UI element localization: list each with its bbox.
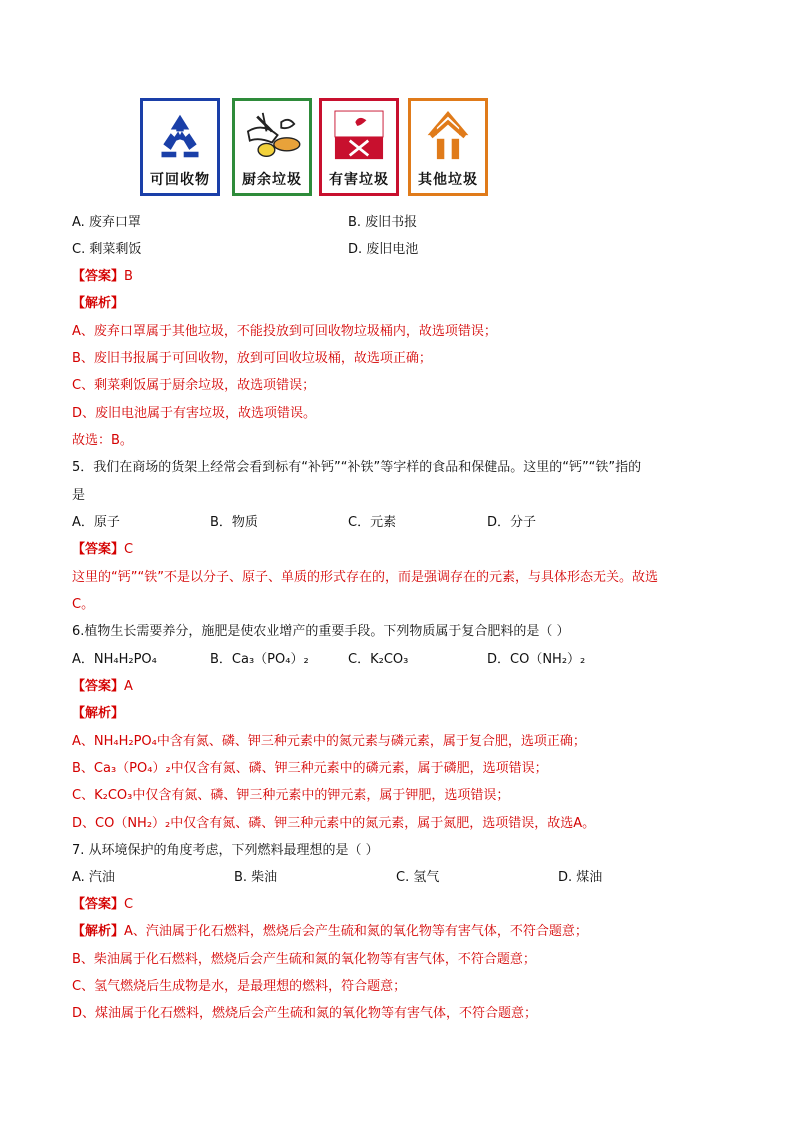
answer-value: B <box>124 269 133 284</box>
other-waste-bin <box>408 98 488 196</box>
q4-analysis-line: B、废旧书报属于可回收物，放到可回收垃圾桶，故选项正确； <box>72 351 432 366</box>
answer-tag: 【答案】 <box>72 542 125 557</box>
q6-option-a: A．NH₄H₂PO₄ <box>72 652 157 667</box>
q5-explanation: 这里的“钙”“铁”不是以分子、原子、单质的形式存在的，而是强调存在的元素，与具体形态无关。故选 <box>72 570 658 585</box>
answer-tag: 【答案】 <box>72 897 125 912</box>
recyclable-bin <box>140 98 220 196</box>
q5-answer <box>72 538 133 557</box>
q5-option-c: C．元素 <box>348 515 397 530</box>
q4-analysis-line: A、废弃口罩属于其他垃圾，不能投放到可回收物垃圾桶内，故选项错误； <box>72 324 497 339</box>
hazard-icon <box>322 101 396 171</box>
q7-analysis-line: D、煤油属于化石燃料，燃烧后会产生硫和氮的氧化物等有害气体，不符合题意； <box>72 1006 538 1021</box>
q4-answer <box>72 265 133 284</box>
q7-option-a: A. 汽油 <box>72 870 115 885</box>
bin-label: 有害垃圾 <box>329 172 389 188</box>
q7-analysis-line: C、氢气燃烧后生成物是水，是最理想的燃料，符合题意； <box>72 979 407 994</box>
recycle-icon <box>143 101 217 171</box>
q4-option-b: B. 废旧书报 <box>348 215 418 230</box>
answer-tag: 【答案】 <box>72 269 125 284</box>
q6-analysis-line: C、K₂CO₃中仅含有氮、磷、钾三种元素中的钾元素，属于钾肥，选项错误； <box>72 788 510 803</box>
q5-explanation-cont: C。 <box>72 597 95 612</box>
q6-answer <box>72 675 133 694</box>
food-waste-icon <box>235 101 309 171</box>
q5-stem-cont: 是 <box>72 488 86 503</box>
other-waste-icon <box>411 101 485 171</box>
hazardous-bin <box>319 98 399 196</box>
q4-analysis-tag: 【解析】 <box>72 296 125 311</box>
q7-option-b: B. 柴油 <box>234 870 278 885</box>
q6-analysis-tag: 【解析】 <box>72 706 125 721</box>
q4-option-c: C. 剩菜剩饭 <box>72 242 142 257</box>
bin-label: 其他垃圾 <box>418 172 478 188</box>
answer-value: C <box>124 542 134 557</box>
q4-option-a: A. 废弃口罩 <box>72 215 141 230</box>
q7-answer <box>72 893 133 912</box>
q6-analysis-line: A、NH₄H₂PO₄中含有氮、磷、钾三种元素中的氮元素与磷元素，属于复合肥，选项正确； <box>72 734 586 749</box>
q7-analysis-line: B、柴油属于化石燃料，燃烧后会产生硫和氮的氧化物等有害气体，不符合题意； <box>72 952 536 967</box>
q7-analysis-first <box>72 920 588 939</box>
q4-conclusion: 故选：B。 <box>72 433 133 448</box>
q4-analysis-line: C、剩菜剩饭属于厨余垃圾，故选项错误； <box>72 378 316 393</box>
bin-label: 厨余垃圾 <box>242 172 302 188</box>
q6-analysis-line: B、Ca₃（PO₄）₂中仅含有氮、磷、钾三种元素中的磷元素，属于磷肥，选项错误； <box>72 761 548 776</box>
food-waste-bin <box>232 98 312 196</box>
q6-stem: 6.植物生长需要养分，施肥是使农业增产的重要手段。下列物质属于复合肥料的是（ ） <box>72 624 570 639</box>
q5-option-a: A．原子 <box>72 515 120 530</box>
q7-option-c: C. 氢气 <box>396 870 440 885</box>
q4-analysis-line: D、废旧电池属于有害垃圾，故选项错误。 <box>72 406 317 421</box>
q6-option-d: D．CO（NH₂）₂ <box>487 652 586 667</box>
bin-label: 可回收物 <box>150 172 210 188</box>
q5-option-b: B．物质 <box>210 515 258 530</box>
q6-option-c: C．K₂CO₃ <box>348 652 409 667</box>
answer-value: A <box>124 679 133 694</box>
analysis-tag: 【解析】 <box>72 924 125 939</box>
q5-stem: 5．我们在商场的货架上经常会看到标有“补钙”“补铁”等字样的食品和保健品。这里的“钙”“铁”指的 <box>72 460 642 475</box>
answer-value: C <box>124 897 134 912</box>
q6-analysis-line: D、CO（NH₂）₂中仅含有氮、磷、钾三种元素中的氮元素，属于氮肥，选项错误，故选A。 <box>72 816 596 831</box>
q5-option-d: D．分子 <box>487 515 537 530</box>
q7-option-d: D. 煤油 <box>558 870 603 885</box>
q4-option-d: D. 废旧电池 <box>348 242 419 257</box>
answer-tag: 【答案】 <box>72 679 125 694</box>
q6-option-b: B．Ca₃（PO₄）₂ <box>210 652 309 667</box>
q7-stem: 7. 从环境保护的角度考虑，下列燃料最理想的是（ ） <box>72 843 379 858</box>
analysis-line: A、汽油属于化石燃料，燃烧后会产生硫和氮的氧化物等有害气体，不符合题意； <box>124 924 588 939</box>
